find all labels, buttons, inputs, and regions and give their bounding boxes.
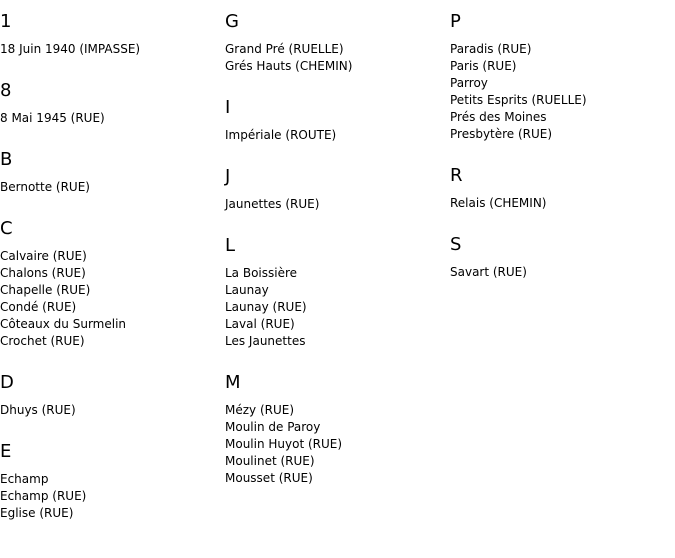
street-link[interactable]: Grés Hauts (CHEMIN): [225, 59, 353, 73]
street-link[interactable]: Presbytère (RUE): [450, 127, 553, 141]
letter-group: [0, 218, 220, 350]
street-index-column-2: [225, 11, 445, 509]
street-link[interactable]: Crochet (RUE): [0, 334, 85, 348]
street-link[interactable]: Chalons (RUE): [0, 266, 86, 280]
letter-group: [225, 97, 445, 144]
letter-heading: 1: [0, 11, 12, 32]
street-link[interactable]: Paradis (RUE): [450, 42, 532, 56]
letter-heading: P: [450, 11, 461, 32]
letter-group: [450, 11, 670, 143]
street-link[interactable]: Condé (RUE): [0, 300, 77, 314]
letter-group: [0, 441, 220, 522]
letter-group: [450, 165, 670, 212]
street-link[interactable]: Echamp: [0, 472, 49, 486]
letter-heading: M: [225, 372, 241, 393]
letter-heading: J: [225, 166, 231, 187]
letter-heading: C: [0, 218, 13, 239]
street-link[interactable]: Relais (CHEMIN): [450, 196, 547, 210]
street-link[interactable]: Savart (RUE): [450, 265, 527, 279]
street-link[interactable]: Les Jaunettes: [225, 334, 306, 348]
letter-heading: G: [225, 11, 239, 32]
street-link[interactable]: Launay (RUE): [225, 300, 307, 314]
street-link[interactable]: Eglise (RUE): [0, 506, 74, 520]
street-link[interactable]: Moulin de Paroy: [225, 420, 321, 434]
letter-heading: R: [450, 165, 463, 186]
street-link[interactable]: Côteaux du Surmelin: [0, 317, 127, 331]
letter-group: [225, 235, 445, 350]
street-link[interactable]: Mousset (RUE): [225, 471, 313, 485]
street-link[interactable]: Jaunettes (RUE): [225, 197, 320, 211]
letter-heading: D: [0, 372, 14, 393]
street-link[interactable]: Moulin Huyot (RUE): [225, 437, 343, 451]
letter-group: [0, 372, 220, 419]
letter-heading: B: [0, 149, 13, 170]
street-index-column-3: [450, 11, 670, 303]
street-link[interactable]: Echamp (RUE): [0, 489, 87, 503]
letter-heading: 8: [0, 80, 12, 101]
street-link[interactable]: La Boissière: [225, 266, 298, 280]
street-link[interactable]: Chapelle (RUE): [0, 283, 91, 297]
street-link[interactable]: Grand Pré (RUELLE): [225, 42, 344, 56]
letter-group: [225, 372, 445, 487]
letter-heading: S: [450, 234, 462, 255]
street-index-column-1: [0, 11, 220, 544]
street-link[interactable]: Impériale (ROUTE): [225, 128, 337, 142]
letter-group: [0, 80, 220, 127]
street-link[interactable]: 18 Juin 1940 (IMPASSE): [0, 42, 141, 56]
letter-group: [450, 234, 670, 281]
street-link[interactable]: Calvaire (RUE): [0, 249, 87, 263]
letter-heading: L: [225, 235, 236, 256]
letter-group: [0, 11, 220, 58]
letter-group: [225, 166, 445, 213]
street-link[interactable]: 8 Mai 1945 (RUE): [0, 111, 105, 125]
street-link[interactable]: Bernotte (RUE): [0, 180, 90, 194]
letter-heading: I: [225, 97, 231, 118]
street-link[interactable]: Launay: [225, 283, 269, 297]
street-link[interactable]: Prés des Moines: [450, 110, 547, 124]
street-link[interactable]: Laval (RUE): [225, 317, 295, 331]
street-link[interactable]: Petits Esprits (RUELLE): [450, 93, 587, 107]
street-link[interactable]: Parroy: [450, 76, 488, 90]
letter-group: [225, 11, 445, 75]
street-link[interactable]: Paris (RUE): [450, 59, 517, 73]
street-link[interactable]: Moulinet (RUE): [225, 454, 315, 468]
letter-heading: E: [0, 441, 12, 462]
letter-group: [0, 149, 220, 196]
street-link[interactable]: Mézy (RUE): [225, 403, 295, 417]
street-link[interactable]: Dhuys (RUE): [0, 403, 76, 417]
